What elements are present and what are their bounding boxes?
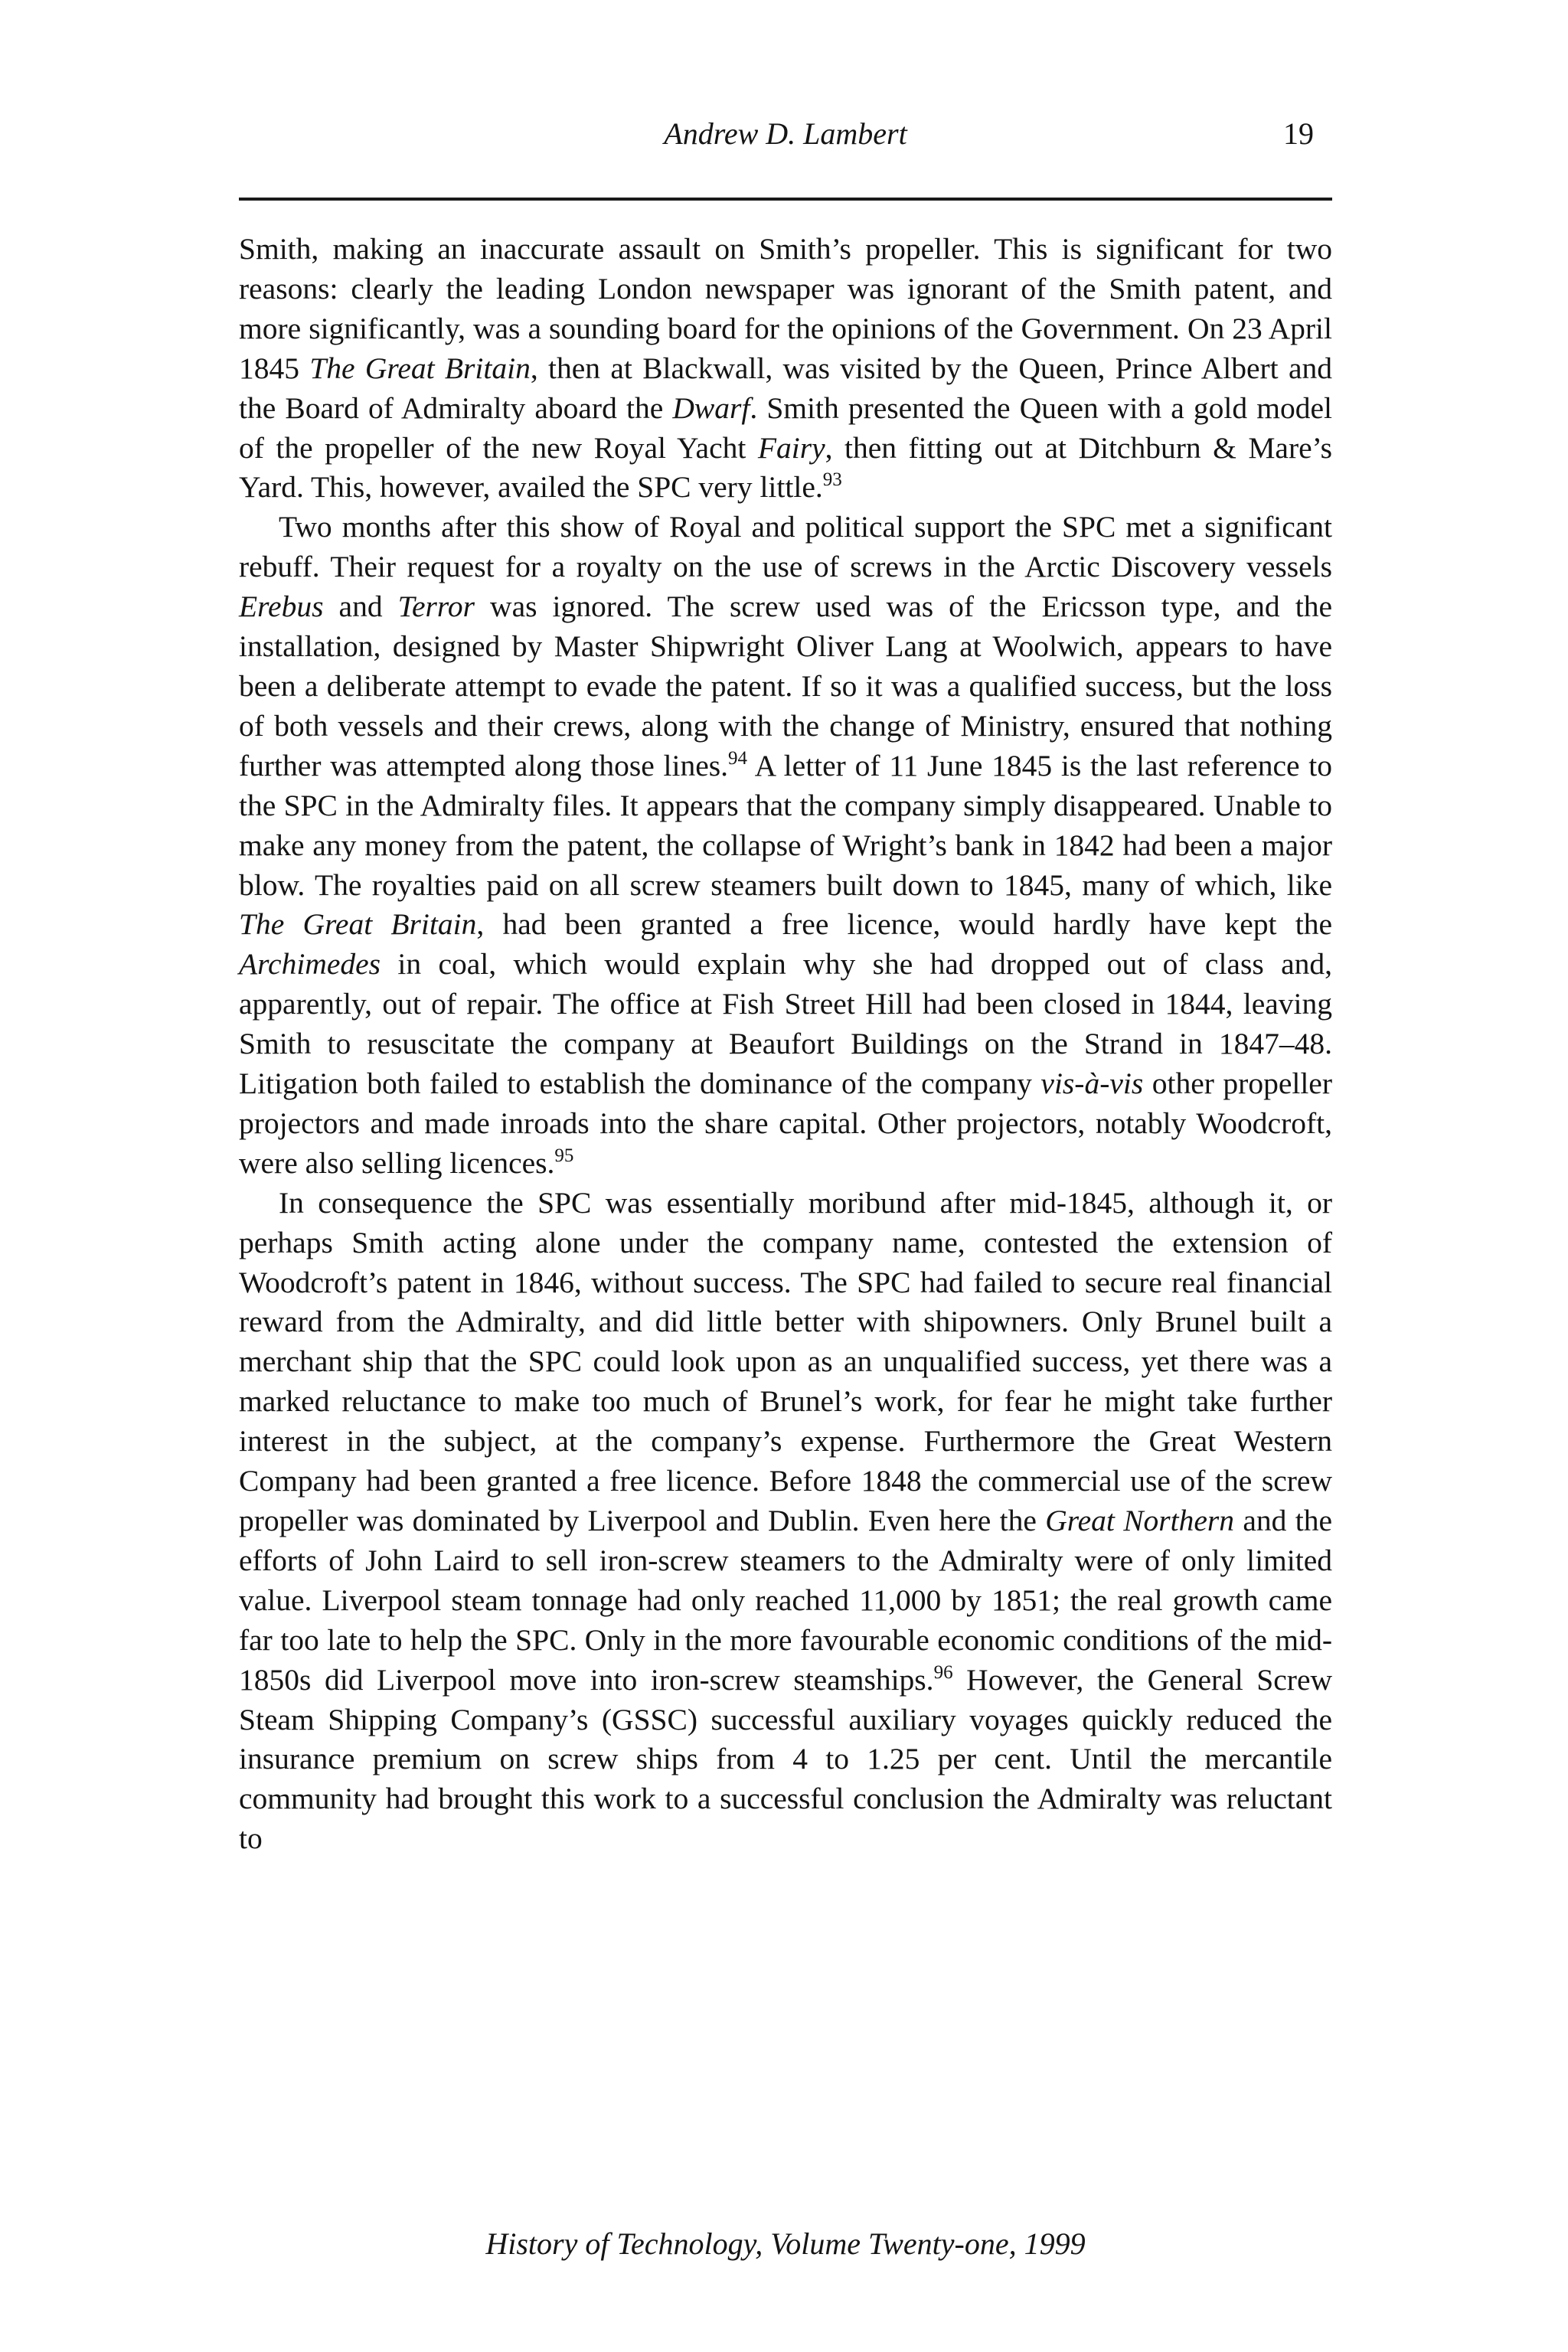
italic-text: Great Northern [1045, 1504, 1235, 1537]
text-run: other propeller projectors and made inroads into the share capital. Other projectors, notably Woodcroft, were also selling licences. [239, 1067, 1332, 1180]
footnote-ref: 95 [554, 1145, 574, 1166]
italic-text: The Great Britain [239, 907, 477, 942]
text-run: Smith, making an inaccurate assault on Smith’s propeller. This is significant for two reasons: clearly the leading London newspaper was ignorant of the Smith patent, and more significantly, was a sounding board for the opinions of the Government. On 23 April 1845 [239, 232, 1332, 385]
italic-text: Erebus [239, 590, 324, 624]
text-run: . Smith presented the Queen with a gold model of the propeller of the new Royal Yacht [239, 390, 1332, 465]
italic-text: Fairy [757, 430, 825, 465]
footnote-ref: 94 [728, 747, 748, 769]
footnote-ref: 96 [933, 1661, 953, 1683]
text-run: However, the General Screw Steam Shipping Company’s (GSSC) successful auxiliary voyages quickly reduced the insurance premium on screw ships from 4 to 1.25 per cent. Until the mercantile community had brought this work to a successful conclusion the Admiralty was reluctant to [239, 1662, 1332, 1856]
text-run: A letter of 11 June 1845 is the last reference to the SPC in the Admiralty files. It appears that the company simply disappeared. Unable to make any money from the patent, the collapse of Wright’s bank in 1842 had been a major blow. The royalties paid on all screw steamers built down to 1845, many of which, like [239, 748, 1332, 902]
header-rule [239, 198, 1332, 201]
journal-footer: History of Technology, Volume Twenty-one, 1999 [485, 2226, 1086, 2261]
text-run: and the efforts of John Laird to sell iron-screw steamers to the Admiralty were of only limited value. Liverpool steam tonnage had only reached 11,000 by 1851; the real growth came far too late to help the SPC. Only in the more favourable economic conditions of the mid-1850s did Liverpool move into iron-screw steamships. [239, 1504, 1332, 1697]
paragraph-2 [239, 508, 1332, 1183]
italic-text: Archimedes [239, 947, 381, 982]
italic-text: The Great Britain [309, 351, 531, 385]
paragraph-3 [239, 1184, 1332, 1859]
text-run: Two months after this show of Royal and political support the SPC met a significant rebuff. Their request for a royalty on the use of screws in the Arctic Discovery vessels [239, 510, 1332, 584]
running-head [239, 115, 1332, 161]
text-run: was ignored. The screw used was of the Ericsson type, and the installation, designed by Master Shipwright Oliver Lang at Woolwich, appears to have been a deliberate attempt to evade the patent. If so it was a qualified success, but the loss of both vessels and their crews, along with the change of Ministry, ensured that nothing further was attempted along those lines. [239, 590, 1332, 782]
paragraph-1 [239, 230, 1332, 508]
italic-text: vis-à-vis [1040, 1067, 1144, 1101]
text-run: In consequence the SPC was essentially moribund after mid-1845, although it, or perhaps Smith acting alone under the company name, contested the extension of Woodcroft’s patent in 1846, without success. The SPC had failed to secure real financial reward from the Admiralty, and did little better with shipowners. Only Brunel built a merchant ship that the SPC could look upon as an unqualified success, yet there was a marked reluctance to make too much of Brunel’s work, for fear he might take further interest in the subject, at the company’s expense. Furthermore the Great Western Company had been granted a free licence. Before 1848 the commercial use of the screw propeller was dominated by Liverpool and Dublin. Even here the [239, 1185, 1332, 1537]
footnote-ref: 93 [822, 469, 842, 491]
text-run: , then fitting out at Ditchburn & Mare’s Yard. This, however, availed the SPC very little. [239, 430, 1332, 505]
italic-text: Terror [397, 590, 475, 624]
italic-text: Dwarf [672, 390, 750, 425]
text-run: and [323, 590, 398, 624]
text-run: , then at Blackwall, was visited by the Queen, Prince Albert and the Board of Admiralty aboard the [239, 351, 1332, 425]
text-run: in coal, which would explain why she had dropped out of class and, apparently, out of repair. The office at Fish Street Hill had been closed in 1844, leaving Smith to resuscitate the company at Beaufort Buildings on the Strand in 1847–48. Litigation both failed to establish the dominance of the company [239, 947, 1332, 1101]
text-run: , had been granted a free licence, would hardly have kept the [476, 907, 1332, 942]
body-text [239, 230, 1332, 1859]
page-number: 19 [1283, 116, 1314, 151]
running-head-author: Andrew D. Lambert [664, 116, 907, 151]
